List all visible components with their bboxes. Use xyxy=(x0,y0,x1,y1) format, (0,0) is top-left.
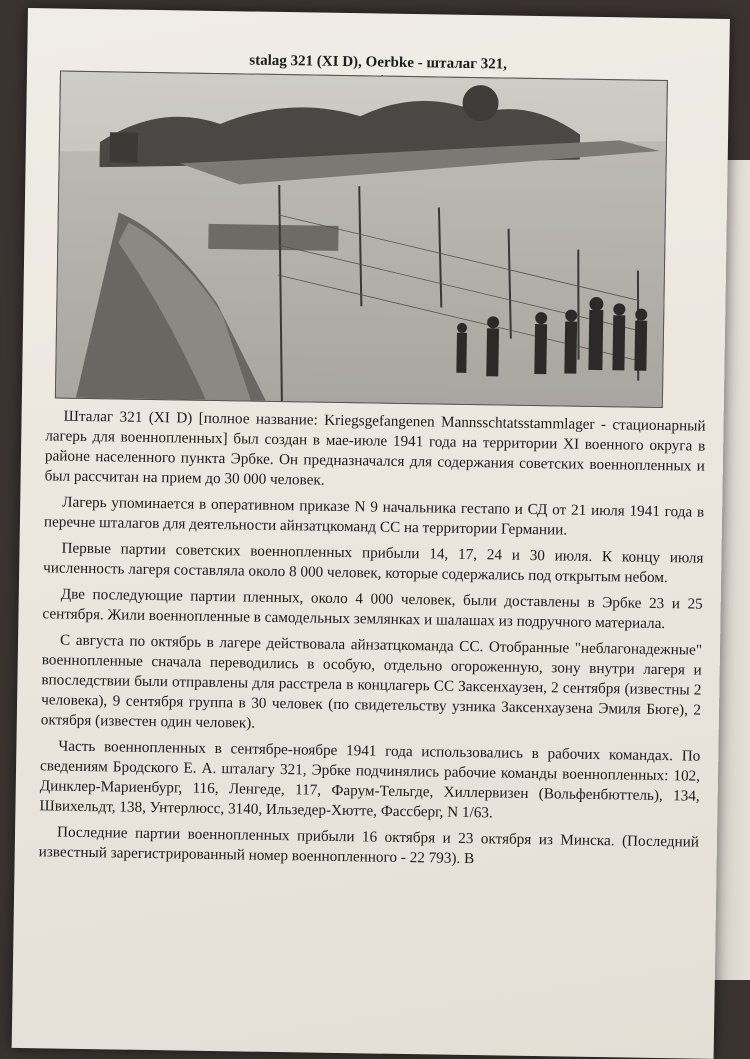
paragraph-3: Первые партии советских военнопленных прибыли 14, 17, 24 и 30 июля. К концу июля численность лагеря составляла около 8 000 человек, которые содержались под открытым небом. xyxy=(43,539,704,587)
paragraph-4: Две последующие партии пленных, около 4 000 человек, были доставлены в Эрбке 23 и 25 сентября. Жили военнопленные в самодельных землянках и шалашах из подручного материала. xyxy=(42,585,703,633)
camp-photograph xyxy=(55,71,668,409)
paragraph-2: Лагерь упоминается в оперативном приказе N 9 начальника гестапо и СД от 21 июля 1941 года в перечне шталагов для деятельности айнзатцкоманд СС на территории Германии. xyxy=(43,493,705,539)
paragraph-6: Часть военнопленных в сентябре-ноябре 1941 года использовались в рабочих командах. По сведениям Бродского Е. А. шталагу 321, Эрбке подчинялись рабочие команды военнопленных: 102, Динклер-Мариенбург, 116, Ленгеде, 117, Фарум-Тельгде, Хиллервизен (Вольфенбюттель), 134, Швихельдт, 138, Унтерлюсс, 3140, Ильзедер-Хютте, Фассберг, N 1/63. xyxy=(39,737,701,822)
body-text xyxy=(38,406,705,878)
paragraph-1: Шталаг 321 (XI D) [полное название: Kriegsgefangenen Mannsschtatsstammlager - стационарный лагерь для военнопленных] был создан в мае-июле 1941 года на территории XI военного округа в районе населенного пункта Эрбке. Он предназначался для содержания советских военнопленных и был рассчитан на прием до 30 000 человек. xyxy=(44,407,706,489)
paragraph-5: С августа по октябрь в лагере действовала айнзатцкоманда СС. Отобранные "неблагонадежные" военнопленные сначала переводились в особую, отдельно огороженную, зону внутри лагеря и впоследствии были отправлены для расстрела в концлагерь СС Заксенхаузен, 2 сентября (известны 2 человека), 9 сентября группа в 30 человек (по свидетельству узника Заксенхаузена Эмиля Бюге), 2 октября (известен один человек). xyxy=(40,631,703,732)
paragraph-7: Последние партии военнопленных прибыли 16 октября и 23 октября из Минска. (Последний известный зарегистрированный номер военнопленного - 22 793). В xyxy=(38,823,700,868)
title-line-1: stalag 321 (XI D), Oerbke - шталаг 321, xyxy=(249,52,508,73)
camp-photo-icon xyxy=(56,72,667,407)
document-page xyxy=(12,8,730,1059)
